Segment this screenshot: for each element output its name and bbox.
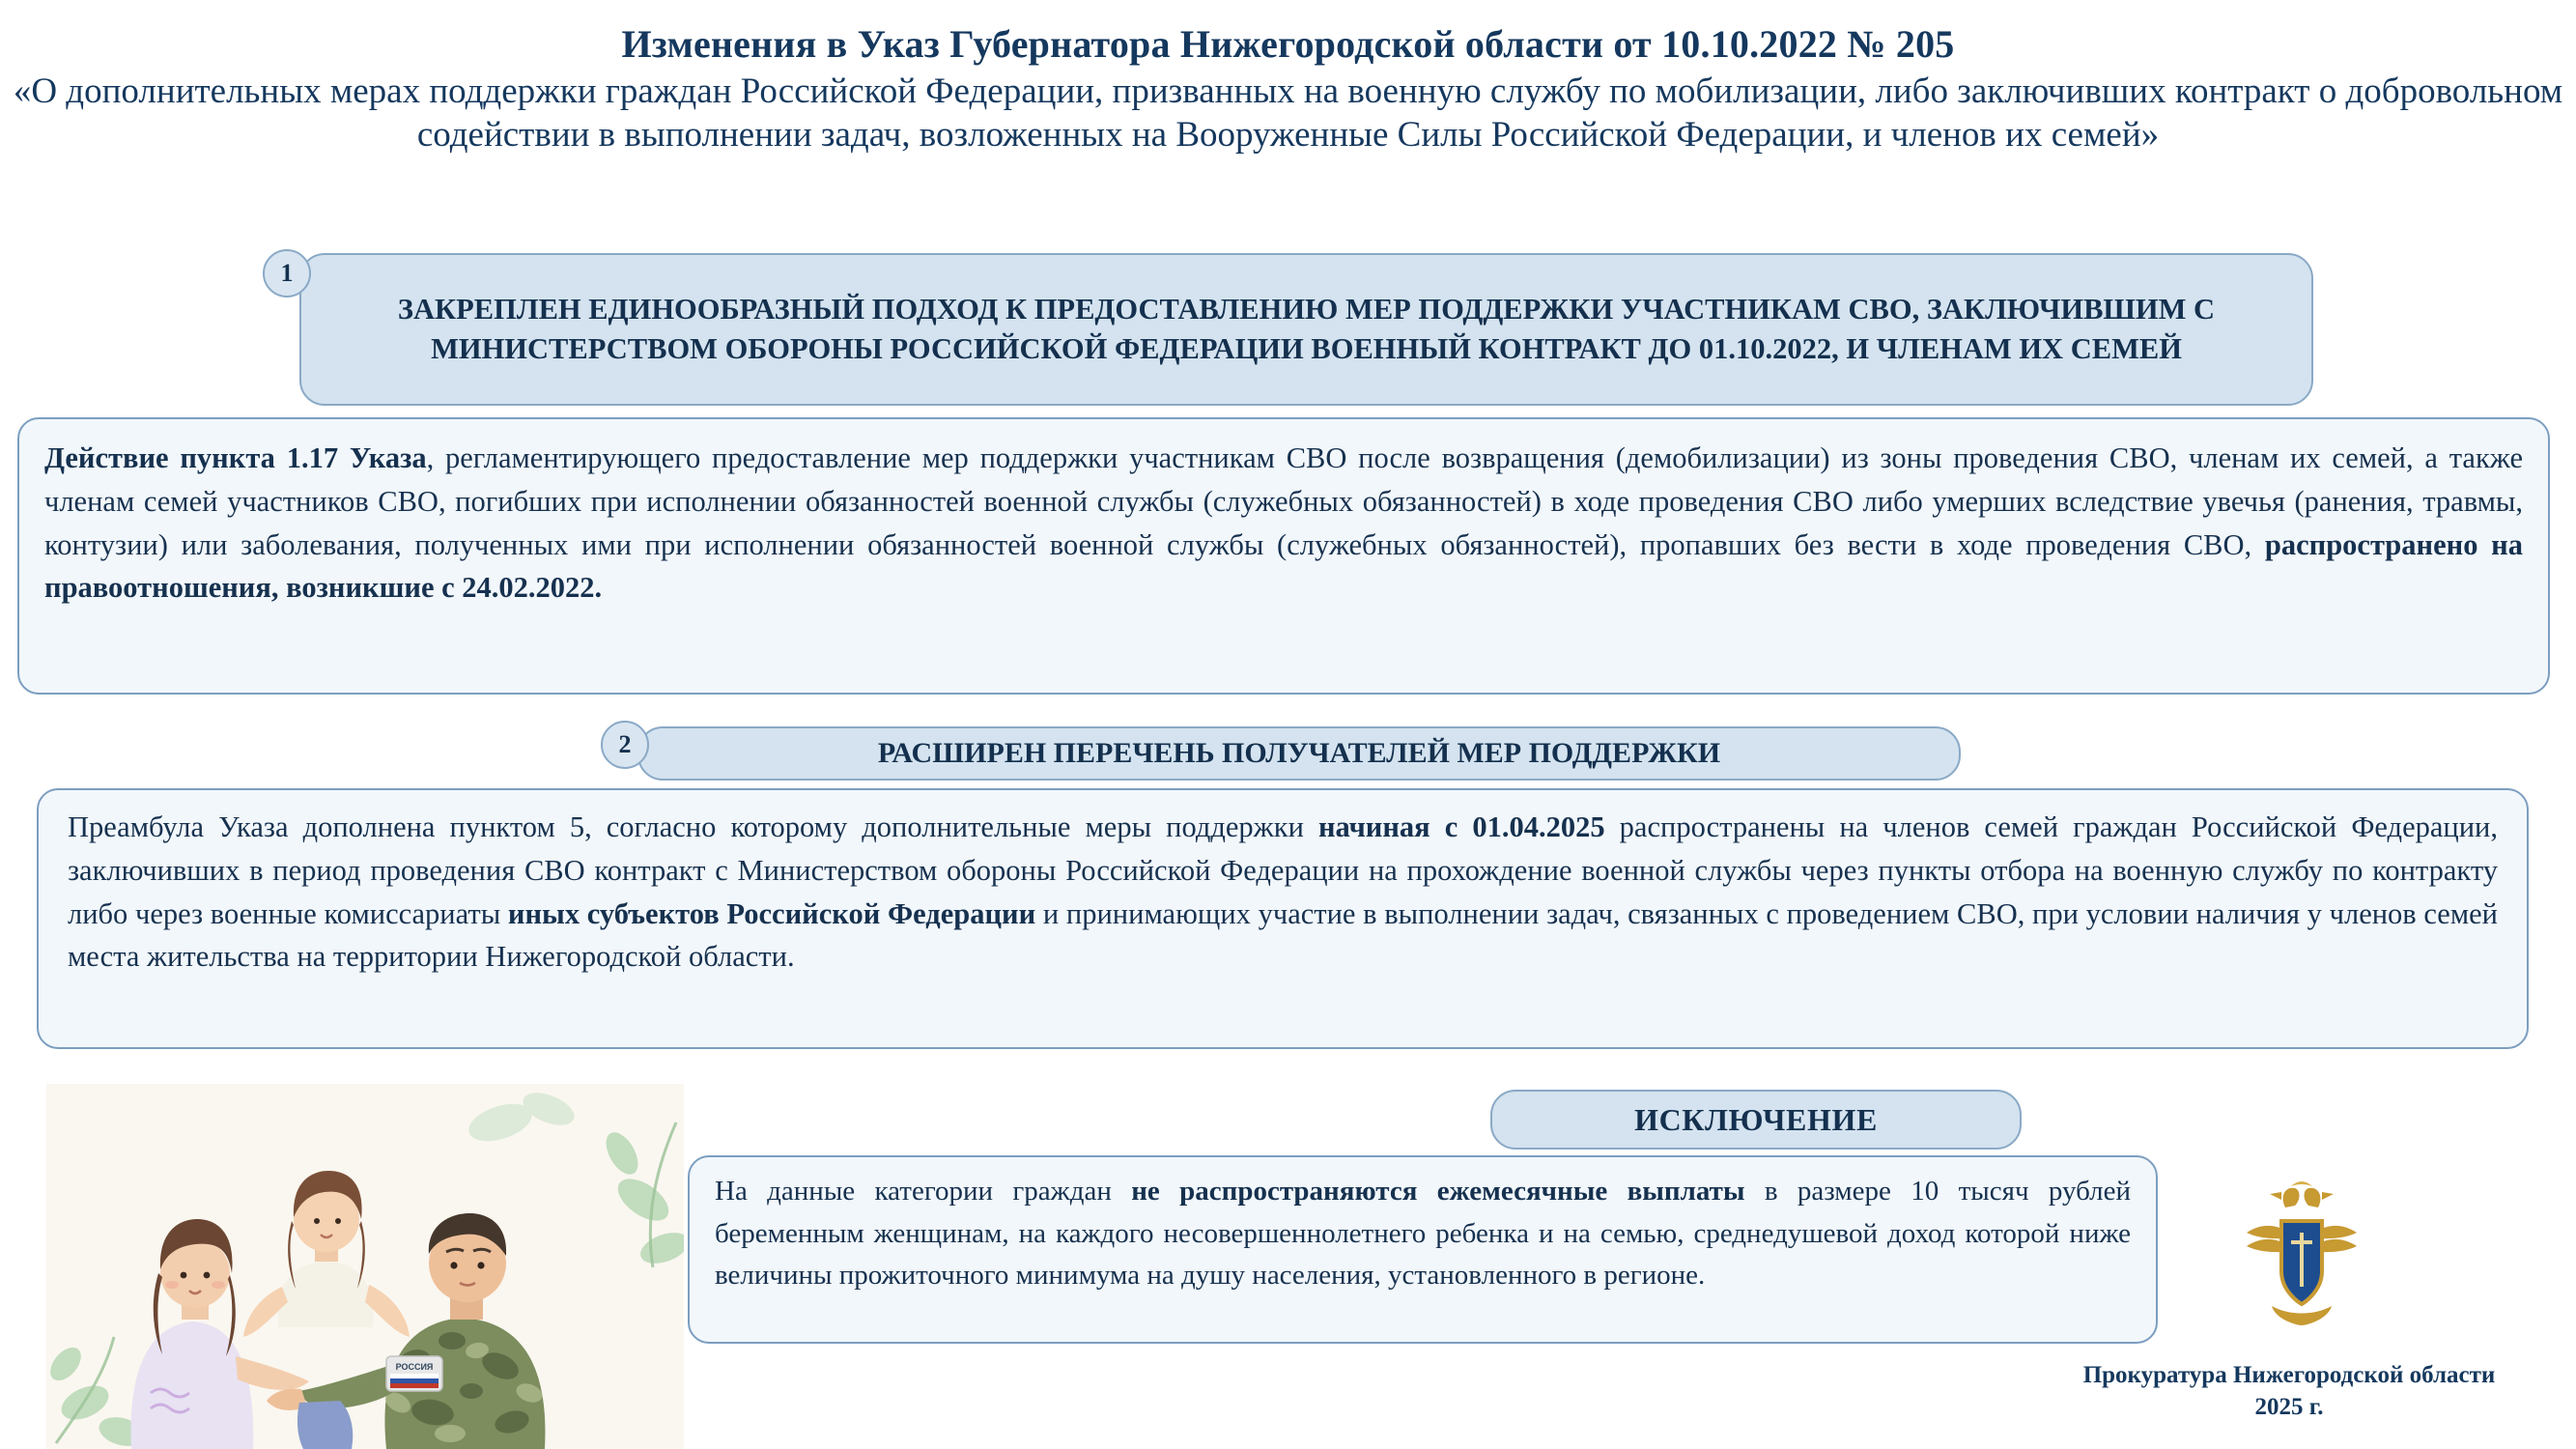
svg-text:РОССИЯ: РОССИЯ xyxy=(395,1362,434,1372)
text-run-1: , регламентирующего предоставление мер поддержки участникам СВО после возвращения (демобилизации) из зоны проведения СВО, членам их семей, а также членам семей участников СВО, погибших при исполнении обязанностей военной службы (служебных обязанностей) в ходе проведения СВО либо умерших вследствие увечья (ранения, травмы, контузии) или заболевания, полученных ими при исполнении обязанностей военной службы (служебных обязанностей), пропавших без вести в ходе проведения СВО, xyxy=(44,441,2523,561)
text-run-2: распространены на членов семей граждан Российской Федерации, заключивших в период проведения СВО контракт с Министерством обороны Российской Федерации на прохождение военной службы через пункты отбора на военную службу по контракту либо через военные комиссариаты xyxy=(68,810,2498,930)
exception-header: ИСКЛЮЧЕНИЕ xyxy=(1490,1090,2022,1150)
text-run-0: На данные категории граждан xyxy=(715,1176,1132,1207)
text-run-1: начиная с 01.04.2025 xyxy=(1317,810,1605,843)
section-1-number-badge: 1 xyxy=(263,249,311,298)
text-run-0: Преамбула Указа дополнена пунктом 5, согласно которому дополнительные меры поддержки xyxy=(68,810,1318,843)
text-run-4: и принимающих участие в выполнении задач, связанных с проведением СВО, при условии наличия у членов семей места жительства на территории Нижегородской области. xyxy=(68,896,2498,974)
prosecutors-office-emblem xyxy=(2239,1179,2364,1333)
page-title-line1: Изменения в Указ Губернатора Нижегородской области от 10.10.2022 № 205 xyxy=(621,22,1955,66)
section-2-header: РАСШИРЕН ПЕРЕЧЕНЬ ПОЛУЧАТЕЛЕЙ МЕР ПОДДЕРЖКИ xyxy=(637,726,1961,781)
section-2-number-badge: 2 xyxy=(601,721,649,769)
text-run-2: распространено на правоотношения, возникшие с 24.02.2022. xyxy=(44,527,2523,605)
text-run-3: иных субъектов Российской Федерации xyxy=(507,896,1036,930)
text-run-1: не распространяются ежемесячные выплаты xyxy=(1131,1176,1745,1207)
text-run-2: в размере 10 тысяч рублей беременным женщинам, на каждого несовершеннолетнего ребенка и на семью, среднедушевой доход которой ниже величины прожиточного минимума на душу населения, установленного в регионе. xyxy=(715,1176,2132,1291)
footer xyxy=(2028,1360,2550,1423)
section-1-body xyxy=(17,417,2550,695)
text-run-0: Действие пункта 1.17 Указа xyxy=(44,441,427,474)
footer-year: 2025 г. xyxy=(2254,1393,2324,1420)
page-title-line2: «О дополнительных мерах поддержки граждан Российской Федерации, призванных на военную службу по мобилизации, либо заключивших контракт о добровольном содействии в выполнении задач, возложенных на Вооруженные Силы Российской Федерации, и членов их семей» xyxy=(13,71,2563,155)
exception-body xyxy=(688,1155,2158,1344)
footer-organization: Прокуратура Нижегородской области xyxy=(2082,1362,2496,1388)
section-1-header: ЗАКРЕПЛЕН ЕДИНООБРАЗНЫЙ ПОДХОД К ПРЕДОСТАВЛЕНИЮ МЕР ПОДДЕРЖКИ УЧАСТНИКАМ СВО, ЗАКЛЮЧИВШИМ С МИНИСТЕРСТВОМ ОБОРОНЫ РОССИЙСКОЙ ФЕДЕРАЦИИ ВОЕННЫЙ КОНТРАКТ ДО 01.10.2022, И ЧЛЕНАМ ИХ СЕМЕЙ xyxy=(299,253,2313,406)
family-with-soldier-illustration xyxy=(46,1084,684,1449)
section-2-body xyxy=(37,788,2529,1049)
page-title xyxy=(0,21,2576,156)
